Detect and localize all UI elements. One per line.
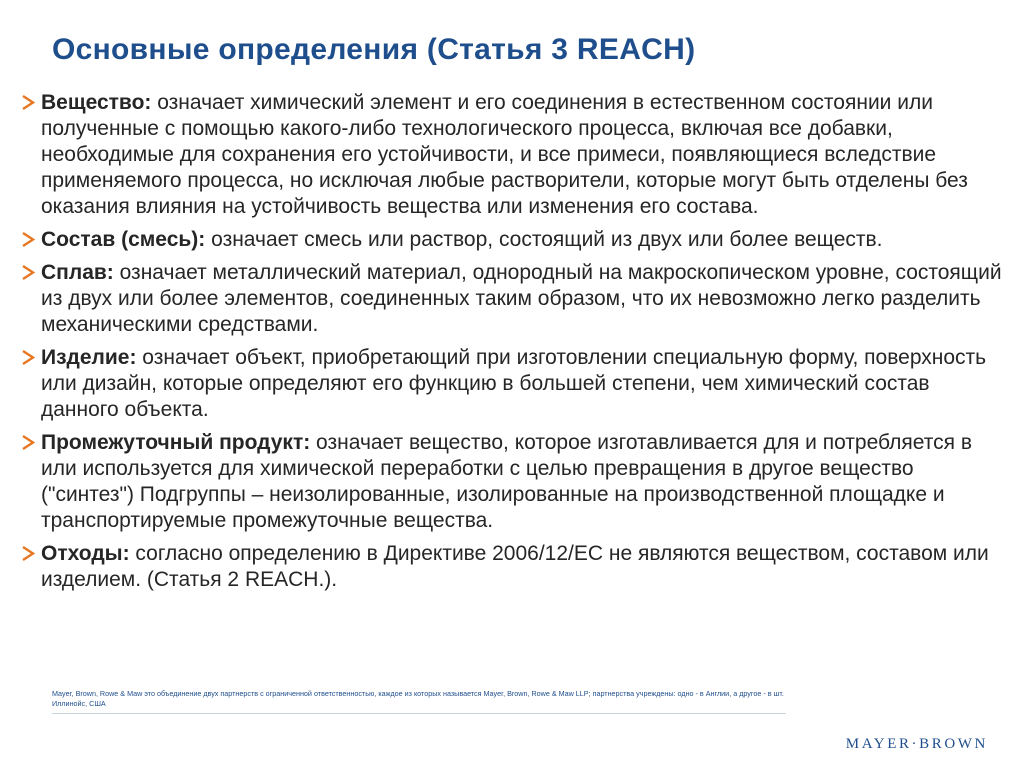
- definition-item: [20, 227, 1010, 253]
- definition-term: Промежуточный продукт:: [41, 431, 311, 454]
- arrow-bullet-icon: [20, 545, 37, 562]
- definition-text: означает металлический материал, однородный на макроскопическом уровне, состоящий из двух или более элементов, соединенных таким образом, что их невозможно легко разделить механическими средствами.: [41, 261, 1002, 336]
- definition-term: Отходы:: [41, 542, 130, 565]
- definition-item: [20, 430, 1010, 534]
- arrow-bullet-icon: [20, 434, 37, 451]
- definition-text: означает смесь или раствор, состоящий из двух или более веществ.: [205, 228, 883, 251]
- definition-text: означает химический элемент и его соединения в естественном состоянии или полученные с помощью какого-либо технологического процесса, включая все добавки, необходимые для сохранения его устойчивости, и все примеси, появляющиеся вследствие применяемого процесса, но исключая любые растворители, которые могут быть отделены без оказания влияния на устойчивость вещества или изменения его состава.: [41, 91, 968, 218]
- definition-text: означает вещество, которое изготавливается для и потребляется в или используется для химической переработки с целью превращения в другое вещество ("синтез") Подгруппы – неизолированные, изолированные на производственной площадке и транспортируемые промежуточные вещества.: [41, 431, 972, 532]
- definition-term: Состав (смесь):: [41, 228, 206, 251]
- arrow-bullet-icon: [20, 231, 37, 248]
- arrow-bullet-icon: [20, 264, 37, 281]
- definition-text: означает объект, приобретающий при изготовлении специальную форму, поверхность или дизайн, которые определяют его функцию в большей степени, чем химический состав данного объекта.: [41, 346, 987, 421]
- slide-title: Основные определения (Статья 3 REACH): [52, 33, 696, 66]
- arrow-bullet-icon: [20, 349, 37, 366]
- definition-term: Изделие:: [41, 346, 137, 369]
- definition-text: согласно определению в Директиве 2006/12/EC не являются веществом, составом или изделием. (Статья 2 REACH.).: [41, 542, 989, 591]
- definition-item: [20, 260, 1010, 338]
- definition-term: Вещество:: [41, 91, 152, 114]
- footnote-divider: [52, 713, 786, 714]
- footnote: Mayer, Brown, Rowe & Maw это объединение двух партнерств с ограниченной ответственностью, каждое из которых называется Mayer, Brown, Rowe & Maw LLP; партнерства учреждены: одно - в Англии, а другое - в шт. Иллинойс, США: [52, 689, 784, 708]
- company-logo: MAYER·BROWN: [845, 736, 988, 752]
- definition-item: [20, 541, 1010, 593]
- definition-item: [20, 345, 1010, 423]
- arrow-bullet-icon: [20, 94, 37, 111]
- definition-item: [20, 90, 1010, 220]
- definitions-list: [20, 90, 1010, 600]
- definition-term: Сплав:: [41, 261, 114, 284]
